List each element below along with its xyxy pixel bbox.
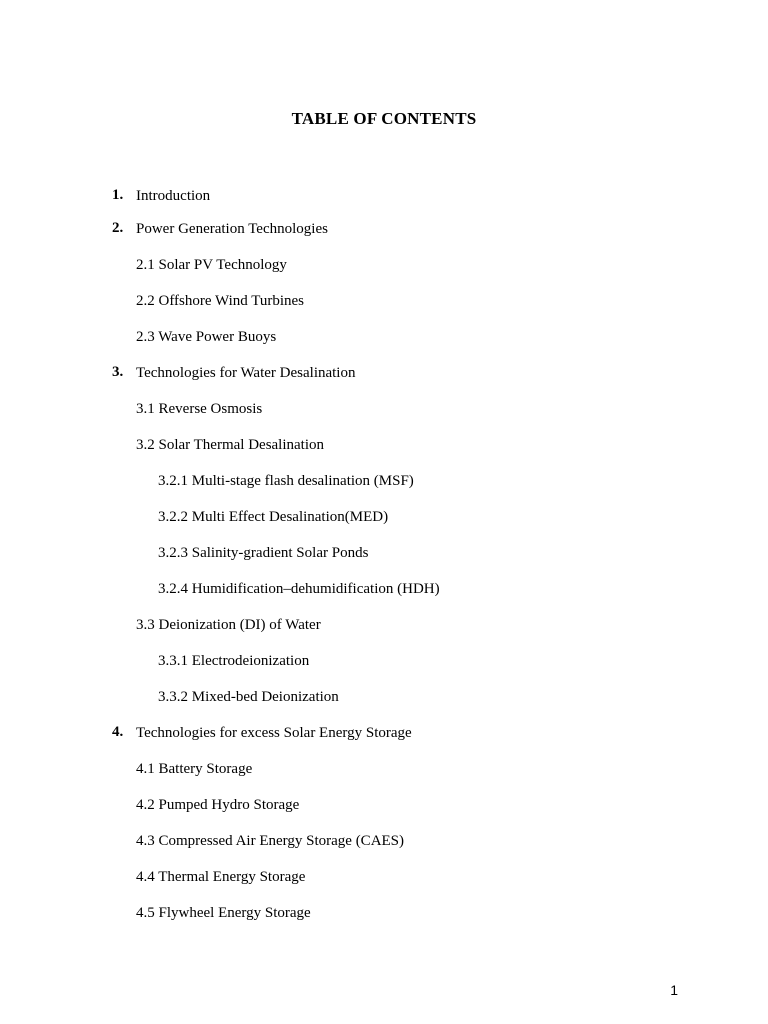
toc-section-number: 4. [112,724,124,740]
toc-subsection: 3.1 Reverse Osmosis [136,401,263,417]
toc-subsubsection: 3.2.2 Multi Effect Desalination(MED) [158,509,389,525]
toc-subsection: 4.3 Compressed Air Energy Storage (CAES) [136,833,405,849]
toc-subsection: 2.1 Solar PV Technology [136,257,287,273]
toc-subsection: 4.1 Battery Storage [136,761,253,777]
toc-section-title: Power Generation Technologies [136,221,328,237]
toc-subsubsection: 3.3.2 Mixed-bed Deionization [158,689,339,705]
toc-subsection: 3.2 Solar Thermal Desalination [136,437,325,453]
toc-subsection: 4.4 Thermal Energy Storage [136,869,306,885]
toc-subsection: 2.2 Offshore Wind Turbines [136,293,305,309]
toc-section-title: Introduction [136,188,211,204]
toc-subsection: 4.2 Pumped Hydro Storage [136,797,300,813]
toc-subsection: 4.5 Flywheel Energy Storage [136,905,311,921]
toc-section-title: Technologies for excess Solar Energy Storage [136,725,412,741]
toc-subsubsection: 3.2.4 Humidification–dehumidification (HDH) [158,581,440,597]
toc-section-number: 2. [112,220,124,236]
page-title: TABLE OF CONTENTS [291,109,477,128]
toc-section-number: 1. [112,187,124,203]
toc-subsubsection: 3.2.3 Salinity-gradient Solar Ponds [158,545,369,561]
toc-subsubsection: 3.3.1 Electrodeionization [158,653,310,669]
toc-subsubsection: 3.2.1 Multi-stage flash desalination (MSF) [158,473,414,489]
page-number: 1 [670,982,678,998]
toc-subsection: 3.3 Deionization (DI) of Water [136,617,321,633]
toc-section-title: Technologies for Water Desalination [136,365,356,381]
toc-section-number: 3. [112,364,124,380]
toc-subsection: 2.3 Wave Power Buoys [136,329,277,345]
